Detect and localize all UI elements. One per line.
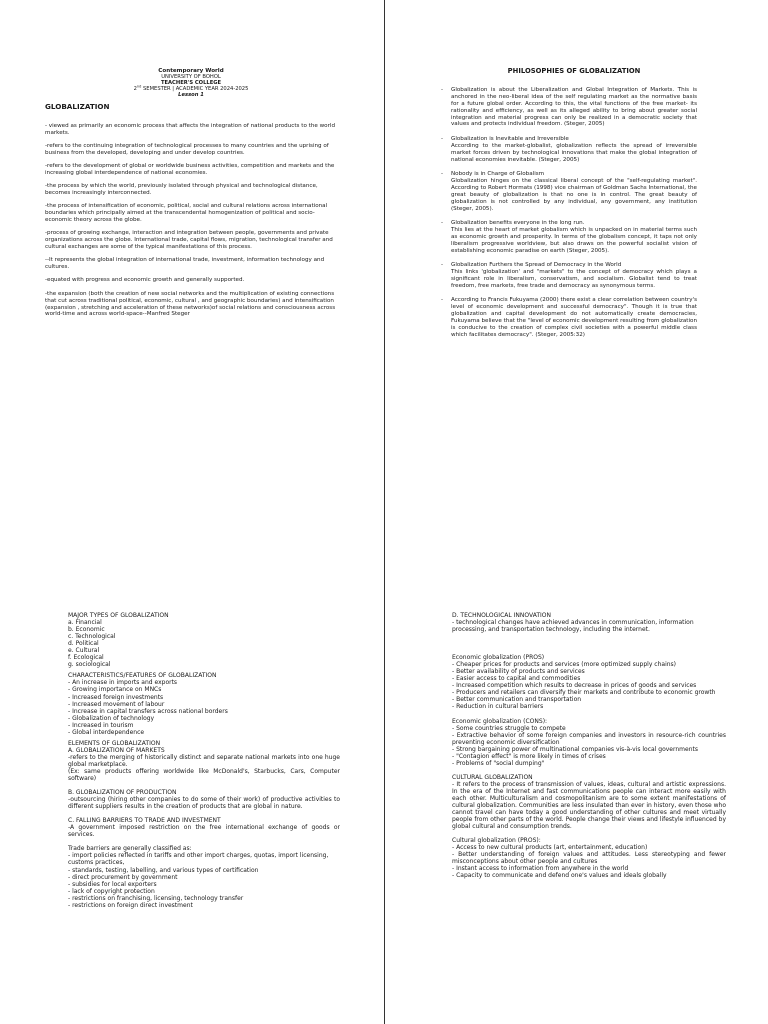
philosophies-list — [441, 86, 697, 339]
econ-pro-item: - Cheaper prices for products and services (more optimized supply chains) — [452, 661, 677, 669]
types-title: MAJOR TYPES OF GLOBALIZATION — [68, 612, 169, 619]
right-page-bottom — [452, 612, 726, 880]
semester-rest: SEMESTER | ACADEMIC YEAR 2024-2025 — [141, 86, 249, 92]
element-c-text: -A government imposed restriction on the free international exchange of goods or services. — [68, 824, 340, 839]
philosophy-heading: Globalization Furthers the Spread of Democracy in the World — [451, 261, 622, 268]
cult-pros-title: Cultural globalization (PROS): — [452, 837, 541, 845]
philosophy-text: Globalization hinges on the classical liberal concept of the "self-regulating market". According to Robert Hormats (1998) vice chairman of Goldman Sachs International, the great beauty of globalization is that no one is in control. The great beauty of globalization is not controlled by any individual, any government, any institution (Steger, 2005). — [451, 177, 697, 212]
barriers-title: Trade barriers are generally classified as: — [68, 845, 192, 853]
lesson-label: Lesson 1 — [178, 92, 204, 98]
globalization-title: GLOBALIZATION — [45, 102, 110, 111]
characteristic-item: - Increased in tourism — [68, 721, 134, 729]
philosophy-item — [441, 135, 697, 164]
philosophy-text: This lies at the heart of market globalism which is unpacked on in material terms such as economic growth and prosperity. In terms of the globalism concept, it taps not only liberalism progressive worldview, but also draws on the powerful socialist vision of establishing economic paradise on earth (Steger, 2005). — [451, 226, 697, 254]
bullet-dash: - — [441, 135, 444, 142]
university-name: UNIVERSITY OF BOHOL — [161, 74, 221, 80]
philosophy-text: According to Francis Fukuyama (2000) there exist a clear correlation between country's level of economic development and successful democracy". Though it is true that globalization and capital development do not automatically create democracies, Fukuyama believe that the "level of economic development resulting from globalization is conducive to the creation of complex civil societies with a powerful middle class which facilitates democracy". (Steger, 2005:32) — [451, 297, 697, 338]
philosophy-item — [441, 297, 697, 338]
econ-pro-item: - Better availability of products and services — [452, 668, 585, 676]
definition-paragraph: - viewed as primarily an economic process that affects the integration of national products to the world markets. — [45, 122, 335, 136]
barrier-item: - restrictions on foreign direct investment — [68, 901, 193, 909]
characteristic-item: - An increase in imports and exports — [68, 679, 178, 687]
philosophies-title: PHILOSOPHIES OF GLOBALIZATION — [507, 67, 641, 75]
type-item: g. sociological — [68, 661, 111, 669]
econ-pros-list — [452, 661, 726, 710]
characteristic-item: - Increased foreign investments — [68, 693, 164, 701]
definition-paragraph: --It represents the global integration of international trade, investment, information technology and cultures. — [45, 257, 325, 271]
econ-con-item: - Extractive behavior of some foreign companies and investors in resource-rich countries preventing economic diversification — [452, 731, 726, 746]
element-d-text-2: processing, and transportation technology, including the internet. — [452, 626, 650, 634]
characteristics-title: CHARACTERISTICS/FEATURES OF GLOBALIZATION — [68, 672, 217, 680]
page-divider — [384, 0, 385, 1024]
bullet-dash: - — [441, 170, 444, 177]
bullet-dash: - — [441, 219, 444, 226]
econ-pro-item: - Increased competition which results to decrease in prices of goods and services — [452, 682, 697, 690]
barriers-list — [68, 852, 340, 908]
characteristics-list — [68, 679, 340, 735]
econ-con-item: - "Contagion effect" is more likely in times of crises — [452, 752, 606, 760]
philosophy-item — [441, 219, 697, 255]
cultural-text: - It refers to the process of transmission of values, ideas, cultural and artistic expressions. In the era of the Internet and fast communications people can interact more easily with each other. Multiculturalism and cosmopolitanism are to some extent manifestations of cultural globalization. Communities are less insulated than ever in history, even those who cannot travel can have today a good understanding of other cultures and meet virtually people from other parts of the world. People change their views and lifestyle influenced by global cultural and consumption trends. — [452, 780, 726, 831]
element-a-text: -refers to the merging of historically distinct and separate national markets into one huge global marketplace. — [68, 753, 340, 768]
cult-pro-item: - Instant access to information from anywhere in the world — [452, 865, 629, 873]
characteristic-item: - Globalization of technology — [68, 714, 155, 722]
barrier-item: - restrictions on franchising, licensing, technology transfer — [68, 894, 244, 902]
type-item: e. Cultural — [68, 647, 100, 655]
econ-pro-item: - Better communication and transportation — [452, 696, 582, 704]
type-item: b. Economic — [68, 626, 105, 634]
philosophy-text: This links 'globalization' and "markets" to the concept of democracy which plays a significant role in liberalism, conservatism, and socialism. Globalist tend to treat freedom, free markets, free trade and democracy as synonymous terms. — [451, 268, 697, 289]
types-list — [68, 619, 340, 668]
philosophy-text: Globalization is about the Liberalization and Global Integration of Markets. This is anchored in the neo-liberal idea of the self regulating market as the normative basis for a future global order. According to this, the vital functions of the free market- its rationality and efficiency, as well as its alleged ability to bring about greater social integration and material progress can only be realized in a democratic society that values and protects individual freedom. (Steger, 2005) — [451, 86, 697, 128]
element-a-example: (Ex: same products offering worldwide like McDonald's, Starbucks, Cars, Computer software) — [68, 767, 340, 783]
bullet-dash: - — [441, 297, 444, 304]
barrier-item: - lack of copyright protection — [68, 887, 155, 895]
definition-paragraph: -the process by which the world, previously isolated through physical and technological distance, becomes increasingly interconnected. — [45, 183, 318, 197]
element-b-title: B. GLOBALIZATION OF PRODUCTION — [68, 789, 177, 797]
definition-paragraph: -the process of intensification of economic, political, social and cultural relations across international boundaries which principally aimed at the transcendental homogenization of political and socio-economic theory across the globe. — [45, 203, 328, 224]
semester-prefix: 2 — [133, 86, 137, 92]
elements-title: ELEMENTS OF GLOBALIZATION — [68, 739, 161, 747]
definition-paragraph: -the expansion (both the creation of new social networks and the multiplication of existing connections that cut across traditional political, economic, cultural , and geographic boundaries) and intensification (expansion , stretching and acceleration of these networks)of social relations and consciousness across world-time and across world-space--Manfred Steger — [45, 290, 336, 318]
course-title: Contemporary World — [158, 68, 224, 74]
cult-pro-item: - Better understanding of foreign values and attitudes. Less stereotyping and fewer misconceptions about other people and cultures — [452, 851, 726, 866]
college-name: TEACHER'S COLLEGE — [160, 80, 222, 86]
bullet-dash: - — [441, 261, 444, 268]
barrier-item: - direct procurement by government — [68, 873, 178, 881]
econ-cons-title: Economic globalization (CONS): — [452, 717, 548, 725]
characteristic-item: - Growing importance on MNCs — [68, 686, 162, 694]
type-item: d. Political — [68, 640, 99, 648]
element-a-title: A. GLOBALIZATION OF MARKETS — [68, 746, 165, 754]
element-c-title: C. FALLING BARRIERS TO TRADE AND INVESTMENT — [68, 817, 221, 825]
econ-cons-list — [452, 725, 726, 767]
econ-con-item: - Problems of "social dumping" — [452, 759, 545, 767]
element-b-text: -outsourcing (hiring other companies to do some of their work) of productive activities to different suppliers results in the creation of products that are global in nature. — [68, 796, 340, 811]
cult-pro-item: - Access to new cultural products (art, entertainment, education) — [452, 844, 648, 852]
semester-sup: nd — [136, 84, 142, 89]
definition-paragraph: -refers to the continuing integration of technological processes to many countries and the uprising of business from the developed, developing and under develop countries. — [45, 143, 329, 156]
econ-con-item: - Strong bargaining power of multinational companies vis-à-vis local governments — [452, 745, 698, 753]
barrier-item: - import policies reflected in tariffs and other import charges, quotas, import licensing, customs practices, — [68, 852, 329, 867]
philosophy-text: According to the market-globalist, globalization reflects the spread of irreversible market forces driven by technological innovations that make the global integration of national economies inevitable. (Steger, 2005) — [451, 142, 697, 163]
element-d-text-1: - technological changes have achieved advances in communication, information — [452, 619, 694, 627]
left-page-top — [45, 68, 337, 325]
characteristic-item: - Increased movement of labour — [68, 700, 165, 708]
barrier-item: - standards, testing, labelling, and various types of certification — [68, 866, 259, 874]
document-header — [45, 68, 337, 98]
definition-paragraph: -process of growing exchange, interaction and integration between people, governments and private organizations across the globe. International trade, capital flows, migration, technological transfer and cultural exchanges are some of the typical manifestations of this process. — [45, 230, 333, 251]
cult-pros-list — [452, 844, 726, 879]
philosophy-heading: Globalization is Inevitable and Irreversible — [451, 135, 569, 142]
econ-pro-item: - Reduction in cultural barriers — [452, 703, 544, 711]
econ-pros-title: Economic globalization (PROS) — [452, 654, 545, 662]
element-d-title: D. TECHNOLOGICAL INNOVATION — [452, 612, 551, 619]
definition-paragraph: -equated with progress and economic growth and generally supported. — [45, 277, 245, 284]
philosophy-heading: Globalization benefits everyone in the long run. — [451, 219, 585, 226]
philosophy-item — [441, 170, 697, 212]
definition-paragraph: -refers to the development of global or worldwide business activities, competition and markets and the increasing global interdependence of national economies. — [45, 163, 335, 177]
characteristic-item: - Global interdependence — [68, 728, 145, 736]
definitions-list — [45, 123, 337, 318]
type-item: f. Ecological — [68, 654, 104, 662]
econ-pro-item: - Producers and retailers can diversify their markets and contribute to economic growth — [452, 689, 716, 697]
econ-pro-item: - Easier access to capital and commodities — [452, 675, 581, 683]
right-page-top — [441, 67, 697, 346]
characteristic-item: - Increase in capital transfers across national borders — [68, 707, 228, 715]
philosophy-item — [441, 86, 697, 128]
bullet-dash: - — [441, 86, 444, 93]
philosophy-heading: Nobody is in Charge of Globalism — [451, 170, 545, 177]
left-page-bottom — [68, 612, 340, 909]
cult-pro-item: - Capacity to communicate and defend one's values and ideals globally — [452, 872, 667, 880]
cultural-title: CULTURAL GLOBALIZATION — [452, 773, 533, 781]
type-item: c. Technological — [68, 633, 116, 641]
philosophy-item — [441, 261, 697, 290]
type-item: a. Financial — [68, 619, 102, 627]
barrier-item: - subsidies for local exporters — [68, 880, 157, 888]
econ-con-item: - Some countries struggle to compete — [452, 724, 566, 732]
